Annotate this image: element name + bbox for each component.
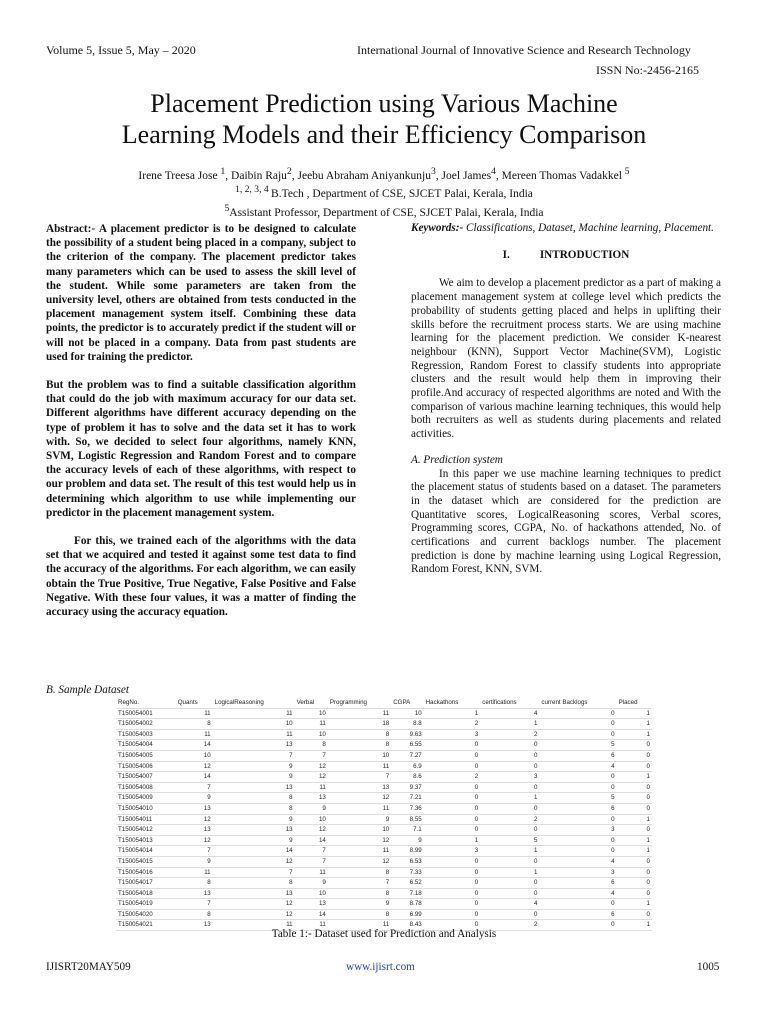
table-cell: 3 [424, 729, 481, 740]
table-cell: 14 [176, 772, 213, 783]
table-cell: 8.43 [391, 920, 423, 931]
title-line-2: Learning Models and their Efficiency Comparison [121, 120, 647, 149]
table-cell: 0 [424, 803, 481, 814]
table-cell: 7 [328, 772, 391, 783]
table-row [116, 708, 652, 719]
table-row [116, 856, 652, 867]
table-cell: 0 [424, 793, 481, 804]
table-cell: 0 [480, 856, 539, 867]
table-cell: 11 [213, 729, 295, 740]
table-cell: 12 [176, 835, 213, 846]
table-cell: 10 [328, 750, 391, 761]
table-header-cell: CGPA [391, 698, 423, 708]
table-cell: 18 [328, 719, 391, 730]
table-cell: 11 [328, 708, 391, 719]
table-cell: T150054002 [116, 719, 176, 730]
table-cell: T150054005 [116, 750, 176, 761]
table-cell: T150054004 [116, 740, 176, 751]
table-cell: 10 [328, 825, 391, 836]
table-cell: 14 [295, 835, 328, 846]
table-cell: 0 [617, 878, 652, 889]
table-cell: 13 [176, 825, 213, 836]
table-cell: T150054015 [116, 856, 176, 867]
table-cell: T150054001 [116, 708, 176, 719]
table-cell: 0 [480, 740, 539, 751]
table-cell: 2 [424, 772, 481, 783]
table-cell: 8 [295, 740, 328, 751]
table-cell: 12 [176, 761, 213, 772]
table-cell: 0 [617, 740, 652, 751]
table-cell: 3 [539, 867, 616, 878]
table-cell: 11 [328, 920, 391, 931]
table-cell: T150054003 [116, 729, 176, 740]
table-cell: 9 [213, 814, 295, 825]
table-cell: 8 [328, 867, 391, 878]
table-cell: 3 [424, 846, 481, 857]
table-cell: 6.99 [391, 909, 423, 920]
table-row [116, 878, 652, 889]
table-cell: 8 [176, 909, 213, 920]
table-cell: 0 [539, 719, 616, 730]
table-cell: 9 [295, 878, 328, 889]
table-cell: 0 [424, 761, 481, 772]
table-cell: 13 [176, 888, 213, 899]
table-cell: 4 [539, 888, 616, 899]
table-cell: 2 [424, 719, 481, 730]
affiliation-1: $^{1, 2, 3, 4}$ B.Tech , Department of CSE, SJCET Palai, Kerala, India [235, 184, 533, 201]
paper-title [60, 88, 708, 150]
table-header-cell: Hackathons [424, 698, 481, 708]
table-cell: 7.21 [391, 793, 423, 804]
table-cell: 0 [424, 825, 481, 836]
table-cell: 8.8 [391, 719, 423, 730]
table-cell: 7.1 [391, 825, 423, 836]
table-cell: 11 [176, 729, 213, 740]
table-cell: 8.78 [391, 899, 423, 910]
table-row [116, 899, 652, 910]
table-cell: 0 [617, 909, 652, 920]
table-cell: 0 [424, 856, 481, 867]
table-cell: 5 [480, 835, 539, 846]
table-cell: 1 [617, 835, 652, 846]
table-cell: 13 [213, 825, 295, 836]
table-cell: T150054008 [116, 782, 176, 793]
dataset-table [116, 698, 652, 931]
table-cell: T150054017 [116, 878, 176, 889]
table-cell: 13 [213, 740, 295, 751]
table-row [116, 825, 652, 836]
keywords: Keywords:- Classifications, Dataset, Machine learning, Placement. [411, 222, 714, 234]
table-cell: 2 [480, 729, 539, 740]
dataset-table-wrap [116, 698, 652, 931]
table-header-row [116, 698, 652, 708]
table-cell: 7 [176, 782, 213, 793]
table-cell: 8 [328, 740, 391, 751]
table-cell: 6 [539, 878, 616, 889]
table-header-cell: Verbal [295, 698, 328, 708]
table-cell: 12 [295, 761, 328, 772]
table-cell: 0 [424, 740, 481, 751]
table-cell: 0 [617, 803, 652, 814]
table-header-cell: current Backlogs [539, 698, 616, 708]
table-cell: 0 [424, 814, 481, 825]
table-cell: 8 [328, 909, 391, 920]
table-header-cell: Quants [176, 698, 213, 708]
table-cell: 6 [539, 909, 616, 920]
table-cell: 10 [213, 719, 295, 730]
table-cell: 0 [424, 750, 481, 761]
table-cell: 3 [539, 825, 616, 836]
table-row [116, 793, 652, 804]
table-cell: 0 [480, 803, 539, 814]
table-cell: 9 [328, 899, 391, 910]
issn-label: ISSN No:-2456-2165 [596, 63, 700, 77]
table-cell: 0 [539, 772, 616, 783]
table-cell: 11 [213, 920, 295, 931]
table-row [116, 888, 652, 899]
abstract-column [46, 222, 356, 633]
table-cell: 0 [539, 708, 616, 719]
table-cell: T150054019 [116, 899, 176, 910]
table-cell: 0 [539, 729, 616, 740]
title-line-1: Placement Prediction using Various Machine [150, 89, 618, 118]
table-header-cell: Placed [617, 698, 652, 708]
table-cell: 0 [617, 761, 652, 772]
table-cell: 2 [480, 920, 539, 931]
table-cell: 7 [295, 846, 328, 857]
table-cell: 0 [424, 878, 481, 889]
table-cell: T150054020 [116, 909, 176, 920]
table-cell: 1 [424, 835, 481, 846]
table-cell: T150054021 [116, 920, 176, 931]
table-cell: 8 [213, 878, 295, 889]
table-cell: 7.36 [391, 803, 423, 814]
table-cell: 0 [424, 867, 481, 878]
table-cell: 1 [617, 708, 652, 719]
table-caption: Table 1:- Dataset used for Prediction and Analysis [271, 928, 497, 940]
table-cell: 0 [617, 867, 652, 878]
table-cell: 6.55 [391, 740, 423, 751]
table-cell: 13 [213, 782, 295, 793]
table-cell: 12 [328, 856, 391, 867]
table-cell: 7.27 [391, 750, 423, 761]
table-cell: 12 [213, 856, 295, 867]
table-cell: 12 [328, 793, 391, 804]
table-row [116, 867, 652, 878]
right-column [411, 222, 721, 577]
table-cell: 4 [480, 708, 539, 719]
table-header-cell: RegNo. [116, 698, 176, 708]
table-cell: 11 [295, 920, 328, 931]
table-cell: 12 [295, 825, 328, 836]
table-cell: 10 [176, 750, 213, 761]
section-heading-introduction: I. INTRODUCTION [502, 248, 630, 261]
table-cell: 9 [176, 856, 213, 867]
table-cell: 0 [539, 846, 616, 857]
table-cell: T150054006 [116, 761, 176, 772]
table-cell: 3 [480, 772, 539, 783]
affiliation-2: $^5$Assistant Professor, Department of CSE, SJCET Palai, Kerala, India [224, 202, 544, 219]
table-cell: 0 [539, 814, 616, 825]
subsection-heading-sample-dataset: B. Sample Dataset [46, 684, 129, 696]
table-cell: T150054013 [116, 835, 176, 846]
table-row [116, 803, 652, 814]
table-cell: 10 [295, 888, 328, 899]
table-cell: 14 [176, 740, 213, 751]
table-cell: 10 [295, 814, 328, 825]
table-cell: 0 [424, 899, 481, 910]
footer-article-id: IJISRT20MAY509 [46, 961, 131, 973]
table-cell: T150054011 [116, 814, 176, 825]
table-cell: 0 [617, 793, 652, 804]
table-cell: 0 [424, 909, 481, 920]
table-cell: 7 [328, 878, 391, 889]
table-cell: 11 [176, 708, 213, 719]
table-cell: 11 [213, 708, 295, 719]
table-cell: 12 [295, 772, 328, 783]
intro-paragraph-1: We aim to develop a placement predictor as a part of making a placement management system at college level which predicts the probability of students getting placed and helps in uplifting their skills before the recruitment process starts. We are using machine learning for the placement prediction. We consider K-nearest neighbour (KNN), Support Vector Machine(SVM), Logistic Regression, Random Forest to classify students into appropriate clusters and the result would help them in improving their profile.And accuracy of respected algorithms are noted and With the comparison of various machine learning techniques, this would help both recruiters as well as students during placements and related activities. [411, 277, 721, 441]
table-cell: 1 [480, 867, 539, 878]
abstract-paragraph-1: Abstract:- A placement predictor is to be designed to calculate the possibility of a student being placed in a company, subject to the criterion of the company. The placement predictor takes many parameters which can be used to assess the skill level of the student. While some parameters are taken from the university level, others are obtained from tests conducted in the placement management system itself. Combining these data points, the predictor is to accurately predict if the student will or will not be placed in a company. Data from past students are used for training the predictor. [46, 223, 356, 363]
table-cell: 7 [213, 867, 295, 878]
table-cell: 11 [176, 867, 213, 878]
table-cell: 9 [391, 835, 423, 846]
table-cell: 6.53 [391, 856, 423, 867]
table-row [116, 729, 652, 740]
table-cell: 0 [480, 750, 539, 761]
table-cell: 13 [328, 782, 391, 793]
table-cell: 1 [617, 772, 652, 783]
table-cell: 0 [424, 920, 481, 931]
table-row [116, 761, 652, 772]
table-cell: 1 [617, 729, 652, 740]
table-cell: 0 [617, 750, 652, 761]
table-cell: 12 [213, 899, 295, 910]
table-cell: T150054014 [116, 846, 176, 857]
table-cell: 0 [424, 888, 481, 899]
table-body [116, 708, 652, 930]
table-cell: 4 [480, 899, 539, 910]
table-cell: 1 [617, 846, 652, 857]
table-cell: 13 [295, 899, 328, 910]
table-row [116, 772, 652, 783]
table-cell: 13 [176, 803, 213, 814]
table-cell: 8 [213, 803, 295, 814]
table-cell: 10 [295, 708, 328, 719]
table-row [116, 740, 652, 751]
table-cell: 4 [539, 761, 616, 772]
table-cell: 1 [480, 719, 539, 730]
table-cell: 11 [328, 761, 391, 772]
footer-page-number: 1005 [697, 961, 720, 973]
table-cell: 8 [213, 793, 295, 804]
table-cell: 11 [295, 782, 328, 793]
table-cell: 0 [617, 825, 652, 836]
table-cell: 5 [539, 793, 616, 804]
table-cell: 4 [539, 856, 616, 867]
running-header-volume: Volume 5, Issue 5, May – 2020 [46, 43, 196, 57]
table-cell: T150054009 [116, 793, 176, 804]
table-cell: 0 [480, 825, 539, 836]
table-cell: 14 [295, 909, 328, 920]
table-cell: 12 [328, 835, 391, 846]
table-cell: 12 [176, 814, 213, 825]
table-header-cell: Programming [328, 698, 391, 708]
table-cell: 0 [617, 782, 652, 793]
table-header-cell: certifications [480, 698, 539, 708]
table-cell: 9 [213, 835, 295, 846]
table-cell: 8.99 [391, 846, 423, 857]
table-cell: 9 [213, 772, 295, 783]
subsection-heading-prediction-system: A. Prediction system [411, 453, 503, 466]
table-cell: 0 [480, 888, 539, 899]
table-row [116, 750, 652, 761]
table-cell: 10 [391, 708, 423, 719]
table-cell: 0 [617, 856, 652, 867]
table-cell: 11 [295, 719, 328, 730]
table-row [116, 846, 652, 857]
table-cell: 8.6 [391, 772, 423, 783]
author-block [60, 165, 708, 220]
table-cell: 8.55 [391, 814, 423, 825]
table-cell: 9 [295, 803, 328, 814]
table-row [116, 909, 652, 920]
table-cell: 1 [617, 719, 652, 730]
table-cell: 8 [176, 878, 213, 889]
table-cell: T150054010 [116, 803, 176, 814]
table-cell: 8 [328, 888, 391, 899]
table-cell: 13 [295, 793, 328, 804]
table-cell: 1 [617, 899, 652, 910]
table-cell: 6 [539, 750, 616, 761]
table-cell: 9 [176, 793, 213, 804]
table-cell: 7.33 [391, 867, 423, 878]
table-cell: T150054012 [116, 825, 176, 836]
table-cell: 0 [480, 761, 539, 772]
table-cell: 1 [480, 793, 539, 804]
table-row [116, 719, 652, 730]
author-names: Irene Treesa Jose $^1$, Daibin Raju$^2$, Jeebu Abraham Aniyankunju$^3$, Joel James$^4$, Mereen Thomas Vadakkel $^5$ [138, 166, 630, 182]
table-cell: 10 [295, 729, 328, 740]
table-cell: 6.9 [391, 761, 423, 772]
table-cell: 11 [328, 846, 391, 857]
running-header-journal: International Journal of Innovative Science and Research Technology [357, 43, 691, 57]
table-cell: 12 [213, 909, 295, 920]
table-cell: 8 [176, 719, 213, 730]
table-cell: 7 [295, 856, 328, 867]
table-header-cell: LogicalReasoning [213, 698, 295, 708]
table-cell: 7 [176, 846, 213, 857]
table-cell: 0 [539, 782, 616, 793]
table-row [116, 782, 652, 793]
table-cell: 9.63 [391, 729, 423, 740]
table-cell: 1 [617, 814, 652, 825]
table-cell: 0 [539, 899, 616, 910]
table-row [116, 814, 652, 825]
table-cell: 5 [539, 740, 616, 751]
table-cell: T150054007 [116, 772, 176, 783]
abstract-paragraph-3: For this, we trained each of the algorithms with the data set that we acquired and tested it against some test data to find the accuracy of the algorithms. For each algorithm, we can easily obtain the True Positive, True Negative, False Positive and False Negative. With these four values, it was a matter of finding the accuracy using the accuracy equation. [46, 535, 356, 619]
intro-paragraph-2: In this paper we use machine learning techniques to predict the placement status of students based on a dataset. The parameters in the dataset which are considered for the prediction are Quantitative scores, LogicalReasoning scores, Verbal scores, Programming scores, CGPA, No. of hackathons attended, No. of certifications and current backlogs number. The placement prediction is done by machine learning using Logical Regression, Random Forest, KNN, SVM. [411, 467, 721, 576]
table-cell: 8 [328, 729, 391, 740]
footer-website-link[interactable]: www.ijisrt.com [346, 961, 415, 973]
table-cell: 0 [480, 878, 539, 889]
table-cell: 0 [539, 835, 616, 846]
table-cell: 13 [176, 920, 213, 931]
table-cell: 13 [213, 888, 295, 899]
table-cell: 9.37 [391, 782, 423, 793]
table-cell: T150054018 [116, 888, 176, 899]
table-cell: 0 [480, 782, 539, 793]
table-cell: 14 [213, 846, 295, 857]
table-cell: 6.52 [391, 878, 423, 889]
table-row [116, 835, 652, 846]
table-cell: 7 [176, 899, 213, 910]
table-cell: 1 [424, 708, 481, 719]
table-cell: 1 [480, 846, 539, 857]
table-cell: 2 [480, 814, 539, 825]
table-cell: 9 [328, 814, 391, 825]
table-cell: 11 [295, 867, 328, 878]
table-cell: 7 [295, 750, 328, 761]
table-cell: 9 [213, 761, 295, 772]
table-cell: 7.18 [391, 888, 423, 899]
table-cell: 0 [617, 888, 652, 899]
table-cell: 0 [539, 920, 616, 931]
table-cell: 0 [424, 782, 481, 793]
abstract-paragraph-2: But the problem was to find a suitable classification algorithm that could do the job with maximum accuracy for our data set. Different algorithms have different accuracy depending on the type of problem it has to solve and the data set it has to work with. So, we decided to select four algorithms, namely KNN, SVM, Logistic Regression and Random Forest and to compare the accuracy levels of each of these algorithms, with respect to our problem and data set. The result of this test would help us in determining which algorithm to use while implementing our predictor in the placement management system. [46, 379, 356, 519]
table-cell: T150054016 [116, 867, 176, 878]
table-cell: 1 [617, 920, 652, 931]
table-cell: 11 [328, 803, 391, 814]
table-cell: 0 [480, 909, 539, 920]
table-cell: 6 [539, 803, 616, 814]
table-cell: 7 [213, 750, 295, 761]
